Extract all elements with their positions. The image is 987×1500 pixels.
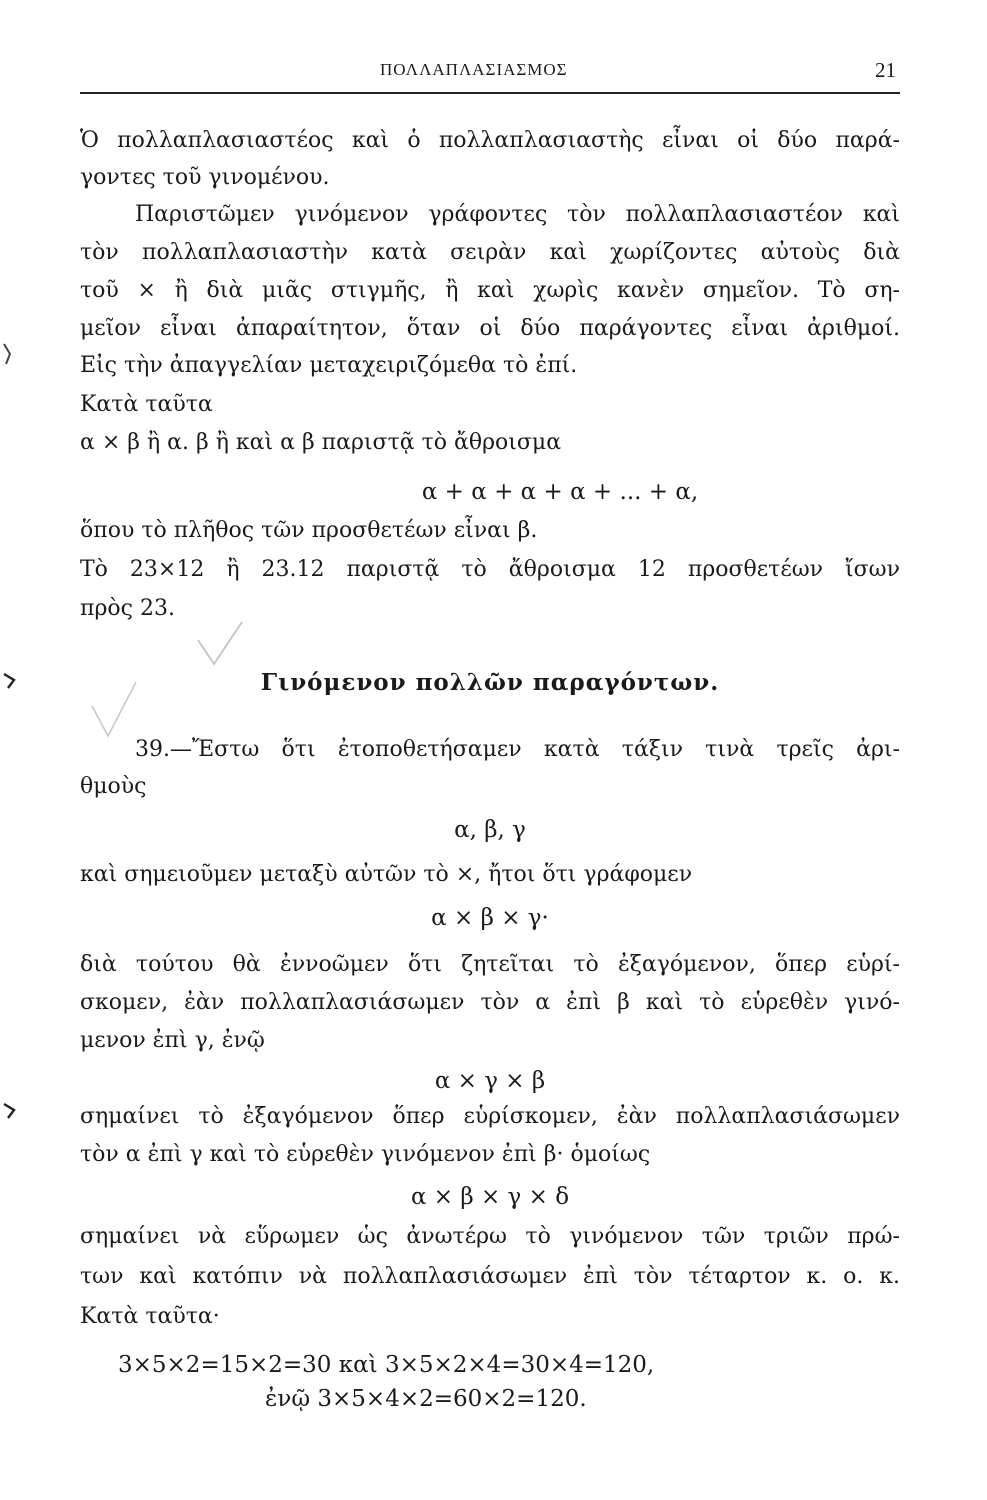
text-line: σημαίνει τὸ ἐξαγόμενον ὅπερ εὑρίσκομεν, ἐὰν πολλαπλασιάσωμεν: [80, 1104, 900, 1129]
text-line: θμοὺς: [80, 774, 147, 799]
text-line: πρὸς 23.: [80, 596, 175, 621]
text-line: μεῖον εἶναι ἀπαραίτητον, ὅταν οἱ δύο παράγοντες εἶναι ἀριθμοί.: [80, 316, 900, 341]
text-line: Παριστῶμεν γινόμενον γράφοντες τὸν πολλαπλασιαστέον καὶ: [135, 202, 900, 227]
text-line: διὰ τούτου θὰ ἐννοῶμεν ὅτι ζητεῖται τὸ ἐξαγόμενον, ὅπερ εὑρί-: [80, 952, 900, 977]
text-line: μενον ἐπὶ γ, ἐνῷ: [80, 1028, 265, 1053]
text-line: α × β ἢ α. β ἢ καὶ α β παριστᾷ τὸ ἄθροισμα: [80, 430, 562, 455]
text-line: τοῦ × ἢ διὰ μιᾶς στιγμῆς, ἢ καὶ χωρὶς κανὲν σημεῖον. Τὸ ση-: [80, 278, 900, 303]
text-line: Ὁ πολλαπλασιαστέος καὶ ὁ πολλαπλασιαστὴς εἶναι οἱ δύο παρά-: [80, 128, 900, 153]
formula-line: α, β, γ: [454, 817, 526, 843]
margin-tick-mark: [0, 340, 20, 370]
text-line: τὸν α ἐπὶ γ καὶ τὸ εὑρεθὲν γινόμενον ἐπὶ β· ὁμοίως: [80, 1142, 651, 1167]
margin-tick-mark: [0, 668, 20, 692]
text-line: Κατὰ ταῦτα·: [80, 1304, 220, 1329]
formula-line: α × β × γ·: [431, 905, 549, 931]
text-line: ὅπου τὸ πλῆθος τῶν προσθετέων εἶναι β.: [80, 518, 538, 543]
text-line: 39.—Ἔστω ὅτι ἐτοποθετήσαμεν κατὰ τάξιν τινὰ τρεῖς ἀρι-: [135, 737, 900, 762]
text-line: Εἰς τὴν ἀπαγγελίαν μεταχειριζόμεθα τὸ ἐπί.: [80, 353, 578, 378]
section-heading: Γινόμενον πολλῶν παραγόντων.: [260, 669, 720, 696]
text-line: σκομεν, ἐὰν πολλαπλασιάσωμεν τὸν α ἐπὶ β καὶ τὸ εὑρεθὲν γινό-: [80, 990, 900, 1015]
text-line: Τὸ 23×12 ἢ 23.12 παριστᾷ τὸ ἄθροισμα 12 προσθετέων ἴσων: [80, 557, 900, 582]
margin-tick-mark: [0, 1098, 20, 1122]
formula-line: α × γ × β: [434, 1068, 546, 1094]
text-line: Κατὰ ταῦτα: [80, 392, 213, 417]
formula-line: ἐνῷ 3×5×4×2=60×2=120.: [265, 1386, 587, 1412]
text-line: σημαίνει νὰ εὕρωμεν ὡς ἀνωτέρω τὸ γινόμενον τῶν τριῶν πρώ-: [80, 1224, 900, 1249]
text-line: γοντες τοῦ γινομένου.: [80, 165, 330, 190]
formula-line: 3×5×2=15×2=30 καὶ 3×5×2×4=30×4=120,: [118, 1352, 655, 1378]
formula-line: α × β × γ × δ: [410, 1184, 570, 1210]
text-line: καὶ σημειοῦμεν μεταξὺ αὐτῶν τὸ ×, ἤτοι ὅτι γράφομεν: [80, 862, 693, 887]
text-line: τὸν πολλαπλασιαστὴν κατὰ σειρὰν καὶ χωρίζοντες αὐτοὺς διὰ: [80, 240, 900, 265]
page-header: [80, 58, 900, 94]
text-line: των καὶ κατόπιν νὰ πολλαπλασιάσωμεν ἐπὶ τὸν τέταρτον κ. ο. κ.: [80, 1264, 900, 1289]
formula-sum: α + α + α + α + ... + α,: [421, 479, 699, 505]
running-title: ΠΟΛΛΑΠΛΑΣΙΑΣΜΟΣ: [380, 60, 568, 79]
page-number: 21: [875, 58, 896, 82]
